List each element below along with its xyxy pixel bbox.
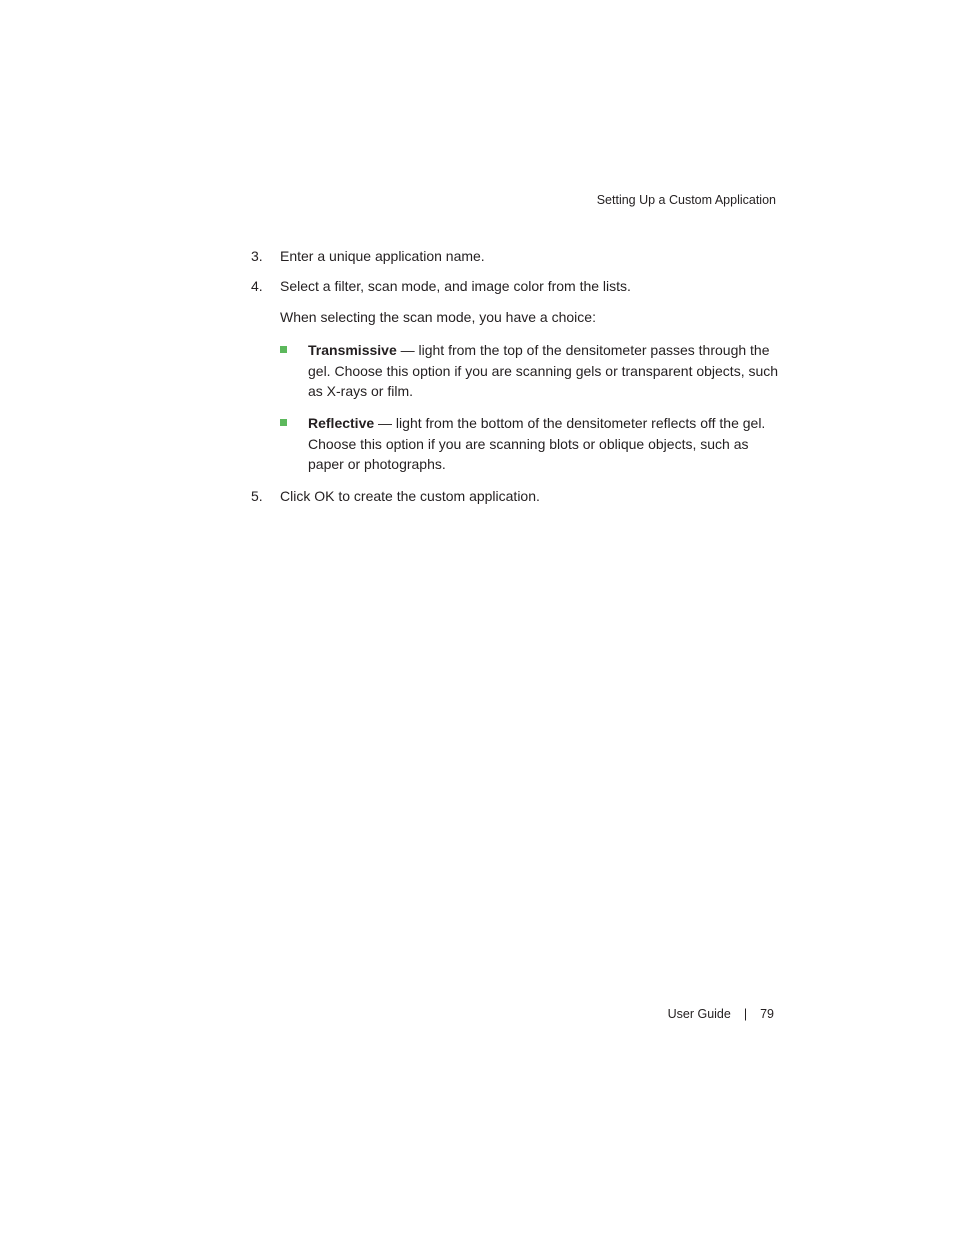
step-5 (251, 486, 540, 507)
footer-label: User Guide (667, 1007, 731, 1021)
bullet-text (308, 413, 780, 475)
bullet-description: — light from the bottom of the densitometer reflects off the gel. Choose this option if you are scanning blots or oblique objects, such as paper or photographs. (308, 415, 766, 472)
bullet-description: — light from the top of the densitometer passes through the gel. Choose this option if you are scanning gels or transparent objects, such as X-rays or film. (308, 342, 779, 399)
running-header: Setting Up a Custom Application (596, 193, 776, 207)
step-number: 5. (251, 488, 263, 504)
step-number: 4. (251, 278, 263, 294)
bullet-term: Reflective (308, 415, 375, 431)
square-bullet-icon (280, 346, 287, 353)
step-text: Click OK to create the custom application. (280, 488, 540, 504)
step-number: 3. (251, 248, 263, 264)
step-4 (251, 276, 631, 297)
step-text: Select a filter, scan mode, and image color from the lists. (280, 278, 631, 294)
step-3 (251, 246, 485, 267)
page-footer (668, 1006, 774, 1022)
bullet-text (308, 340, 780, 402)
bullet-item-reflective (280, 413, 780, 475)
page-number: 79 (760, 1007, 774, 1021)
footer-separator: | (743, 1007, 748, 1021)
square-bullet-icon (280, 419, 287, 426)
intro-paragraph: When selecting the scan mode, you have a choice: (280, 309, 596, 325)
bullet-item-transmissive (280, 340, 780, 402)
step-text: Enter a unique application name. (280, 248, 485, 264)
bullet-term: Transmissive (308, 342, 397, 358)
